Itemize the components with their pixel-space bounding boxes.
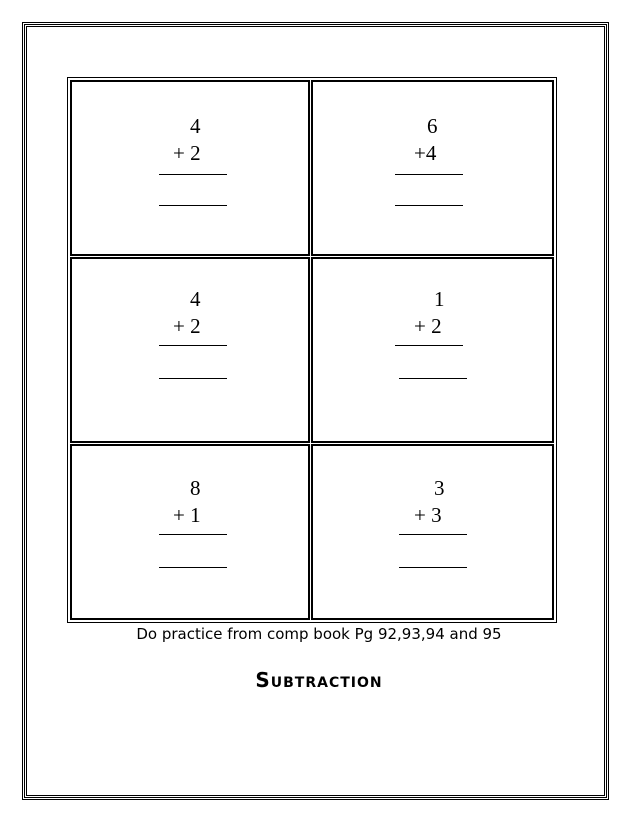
problem-6-bottom: + 3: [414, 503, 442, 527]
problem-1-sum-line: [159, 174, 227, 175]
problem-5-answer-line: [159, 567, 227, 568]
problem-cell-2: [311, 80, 554, 256]
problem-2-top: 6: [427, 114, 438, 138]
problem-4-bottom: + 2: [414, 314, 442, 338]
problem-1-bottom: + 2: [173, 141, 201, 165]
problem-cell-4: [311, 257, 554, 443]
problem-1-answer-line: [159, 205, 227, 206]
problem-5-top: 8: [190, 476, 201, 500]
problem-2-bottom: +4: [414, 141, 437, 165]
problem-4-answer-line: [399, 378, 467, 379]
problem-4-sum-line: [395, 345, 463, 346]
problem-6-answer-line: [399, 567, 467, 568]
section-heading: Subtraction: [255, 668, 383, 692]
problem-3-bottom: + 2: [173, 314, 201, 338]
problem-1-top: 4: [190, 114, 201, 138]
problem-3-answer-line: [159, 378, 227, 379]
problem-4-top: 1: [434, 287, 445, 311]
problem-cell-1: [70, 80, 310, 256]
problem-6-top: 3: [434, 476, 445, 500]
problem-2-sum-line: [395, 174, 463, 175]
problem-6-sum-line: [399, 534, 467, 535]
problem-5-sum-line: [159, 534, 227, 535]
practice-instruction: [0, 625, 638, 643]
problem-3-top: 4: [190, 287, 201, 311]
problem-5-bottom: + 1: [173, 503, 201, 527]
problem-3-sum-line: [159, 345, 227, 346]
problem-cell-3: [70, 257, 310, 443]
problem-cell-6: [311, 444, 554, 620]
problem-cell-5: [70, 444, 310, 620]
problem-grid: [67, 77, 557, 623]
problem-2-answer-line: [395, 205, 463, 206]
practice-instruction-text: Do practice from comp book Pg 92,93,94 and 95: [136, 625, 502, 643]
